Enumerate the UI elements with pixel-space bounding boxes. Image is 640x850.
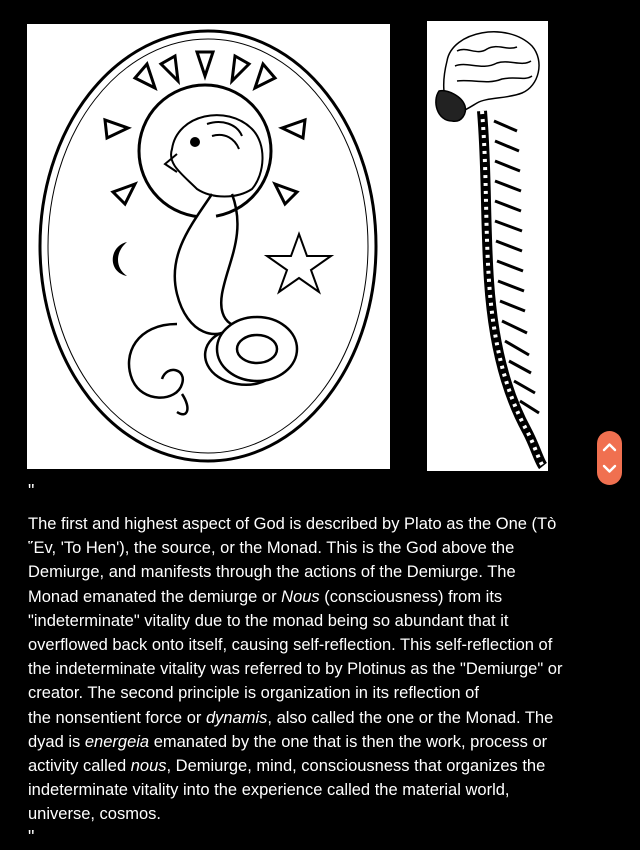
image-brain-spine[interactable] (427, 21, 548, 471)
chevron-up-icon[interactable] (597, 437, 622, 457)
lion-head-icon (165, 115, 263, 196)
text-line: The first and highest aspect of God is described by Plato as the One (Tò (28, 515, 557, 533)
italic-term: Nous (281, 587, 320, 606)
text-line: Demiurge, and manifests through the actions of the Demiurge. The (28, 563, 516, 582)
lion-serpent-engraving (27, 24, 390, 469)
text-line: indeterminate vitality into the experience called the material world, (28, 781, 510, 800)
italic-term: dynamis (205, 708, 268, 727)
italic-term: nous (130, 757, 167, 776)
text-line: ῞Εv, 'To Hen'), the source, or the Monad. This is the God above the (28, 539, 515, 558)
brain-spine-illustration (427, 21, 548, 471)
crescent-moon-icon (113, 242, 127, 276)
text-line: "indeterminate" vitality due to the monad being so abundant that it (28, 611, 509, 630)
text-line: creator. The second principle is organization in its reflection of (28, 684, 479, 703)
closing-quote-mark: " (28, 827, 35, 847)
text-line: overflowed back onto itself, causing self-reflection. This self-reflection of (28, 636, 553, 655)
spine-icon (482, 111, 543, 466)
image-lion-serpent[interactable] (27, 24, 390, 469)
opening-quote-mark: " (28, 481, 35, 501)
text-line: Monad emanated the demiurge or Nous (consciousness) from its (28, 587, 503, 606)
serpent-body-icon (129, 194, 297, 414)
text-line: the nonsentient force or dynamis, also called the one or the Monad. The (28, 708, 554, 727)
scroll-button[interactable] (597, 431, 622, 485)
post-body-text (28, 512, 618, 827)
text-line: universe, cosmos. (28, 805, 161, 824)
text-line: the indeterminate vitality was referred to by Plotinus as the "Demiurge" or (28, 660, 563, 679)
text-line: activity called nous, Demiurge, mind, consciousness that organizes the (28, 757, 546, 776)
chevron-down-icon[interactable] (597, 459, 622, 479)
text-line: dyad is energeia emanated by the one that is then the work, process or (28, 732, 548, 751)
italic-term: energeia (84, 732, 150, 751)
star-icon (267, 234, 331, 292)
